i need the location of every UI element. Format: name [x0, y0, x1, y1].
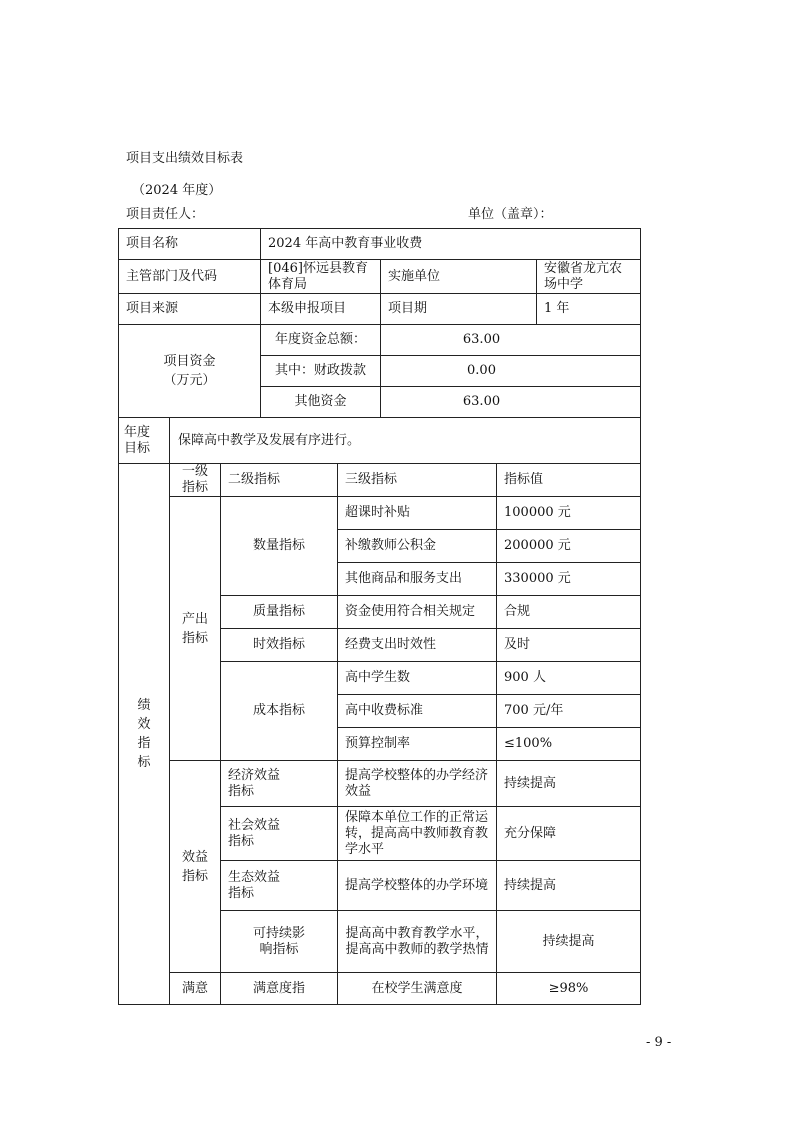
funds-total-label: 年度资金总额： — [261, 325, 381, 356]
responsible-person-label: 项目责任人： — [126, 207, 205, 222]
indicator-name: 补缴教师公积金 — [338, 530, 497, 563]
performance-goal-table — [118, 228, 641, 1005]
indicator-value: 及时 — [497, 629, 641, 662]
social-benefit-label: 社会效益指标 — [221, 807, 338, 861]
funds-other-label: 其他资金 — [261, 387, 381, 418]
indicator-value: 900 人 — [497, 662, 641, 695]
indicator-name: 经费支出时效性 — [338, 629, 497, 662]
funds-fiscal-value: 0.00 — [381, 356, 641, 387]
impl-unit-value: 安徽省龙亢农场中学 — [537, 260, 641, 294]
table-row — [119, 464, 641, 497]
page-number: - 9 - — [646, 1035, 672, 1050]
period-value: 1 年 — [537, 294, 641, 325]
indicator-value: 充分保障 — [497, 807, 641, 861]
economic-benefit-label: 经济效益指标 — [221, 761, 338, 807]
indicator-name: 高中收费标准 — [338, 695, 497, 728]
indicator-value: ≥98% — [497, 973, 641, 1005]
header-level3: 三级指标 — [338, 464, 497, 497]
table-row — [119, 761, 641, 807]
indicator-name: 提高高中教育教学水平，提高高中教师的教学热情 — [338, 911, 497, 973]
annual-goal-value: 保障高中教学及发展有序进行。 — [170, 418, 641, 464]
project-name-value: 2024 年高中教育事业收费 — [261, 229, 641, 260]
performance-indicators-label: 绩效指标 — [119, 464, 170, 1005]
sustain-benefit-label: 可持续影响指标 — [221, 911, 338, 973]
unit-seal-label: 单位（盖章）： — [468, 207, 553, 222]
indicator-value: 持续提高 — [497, 911, 641, 973]
indicator-value: 持续提高 — [497, 761, 641, 807]
table-row — [119, 325, 641, 356]
header-level2: 二级指标 — [221, 464, 338, 497]
quantity-indicator-label: 数量指标 — [221, 497, 338, 596]
indicator-name: 提高学校整体的办学环境 — [338, 861, 497, 911]
form-title: 项目支出绩效目标表 — [126, 151, 244, 166]
indicator-name: 其他商品和服务支出 — [338, 563, 497, 596]
indicator-name: 资金使用符合相关规定 — [338, 596, 497, 629]
satisfaction-l2-label: 满意度指 — [221, 973, 338, 1005]
indicator-name: 高中学生数 — [338, 662, 497, 695]
period-label: 项目期 — [381, 294, 537, 325]
source-value: 本级申报项目 — [261, 294, 381, 325]
funds-total-value: 63.00 — [381, 325, 641, 356]
indicator-value: 330000 元 — [497, 563, 641, 596]
header-value: 指标值 — [497, 464, 641, 497]
indicator-name: 保障本单位工作的正常运转，提高高中教师教育教学水平 — [338, 807, 497, 861]
funds-label: 项目资金（万元） — [119, 325, 261, 418]
indicator-name: 超课时补贴 — [338, 497, 497, 530]
satisfaction-label: 满意 — [170, 973, 221, 1005]
indicator-name: 预算控制率 — [338, 728, 497, 761]
cost-indicator-label: 成本指标 — [221, 662, 338, 761]
project-name-label: 项目名称 — [119, 229, 261, 260]
indicator-value: 700 元/年 — [497, 695, 641, 728]
header-level1: 一级指标 — [170, 464, 221, 497]
indicator-value: ≤100% — [497, 728, 641, 761]
source-label: 项目来源 — [119, 294, 261, 325]
indicator-value: 200000 元 — [497, 530, 641, 563]
dept-label: 主管部门及代码 — [119, 260, 261, 294]
indicator-value: 持续提高 — [497, 861, 641, 911]
indicator-value: 合规 — [497, 596, 641, 629]
table-row — [119, 229, 641, 260]
table-row — [119, 418, 641, 464]
time-indicator-label: 时效指标 — [221, 629, 338, 662]
dept-value: [046]怀远县教育体育局 — [261, 260, 381, 294]
table-row — [119, 260, 641, 294]
output-indicator-label: 产出指标 — [170, 497, 221, 761]
table-row — [119, 973, 641, 1005]
indicator-value: 100000 元 — [497, 497, 641, 530]
table-row — [119, 294, 641, 325]
benefit-indicator-label: 效益指标 — [170, 761, 221, 973]
quality-indicator-label: 质量指标 — [221, 596, 338, 629]
indicator-name: 在校学生满意度 — [338, 973, 497, 1005]
indicator-name: 提高学校整体的办学经济效益 — [338, 761, 497, 807]
annual-goal-label: 年度目标 — [119, 418, 170, 464]
impl-unit-label: 实施单位 — [381, 260, 537, 294]
eco-benefit-label: 生态效益指标 — [221, 861, 338, 911]
form-year: （2024 年度） — [132, 183, 222, 198]
funds-other-value: 63.00 — [381, 387, 641, 418]
table-row — [119, 497, 641, 530]
funds-fiscal-label: 其中：财政拨款 — [261, 356, 381, 387]
